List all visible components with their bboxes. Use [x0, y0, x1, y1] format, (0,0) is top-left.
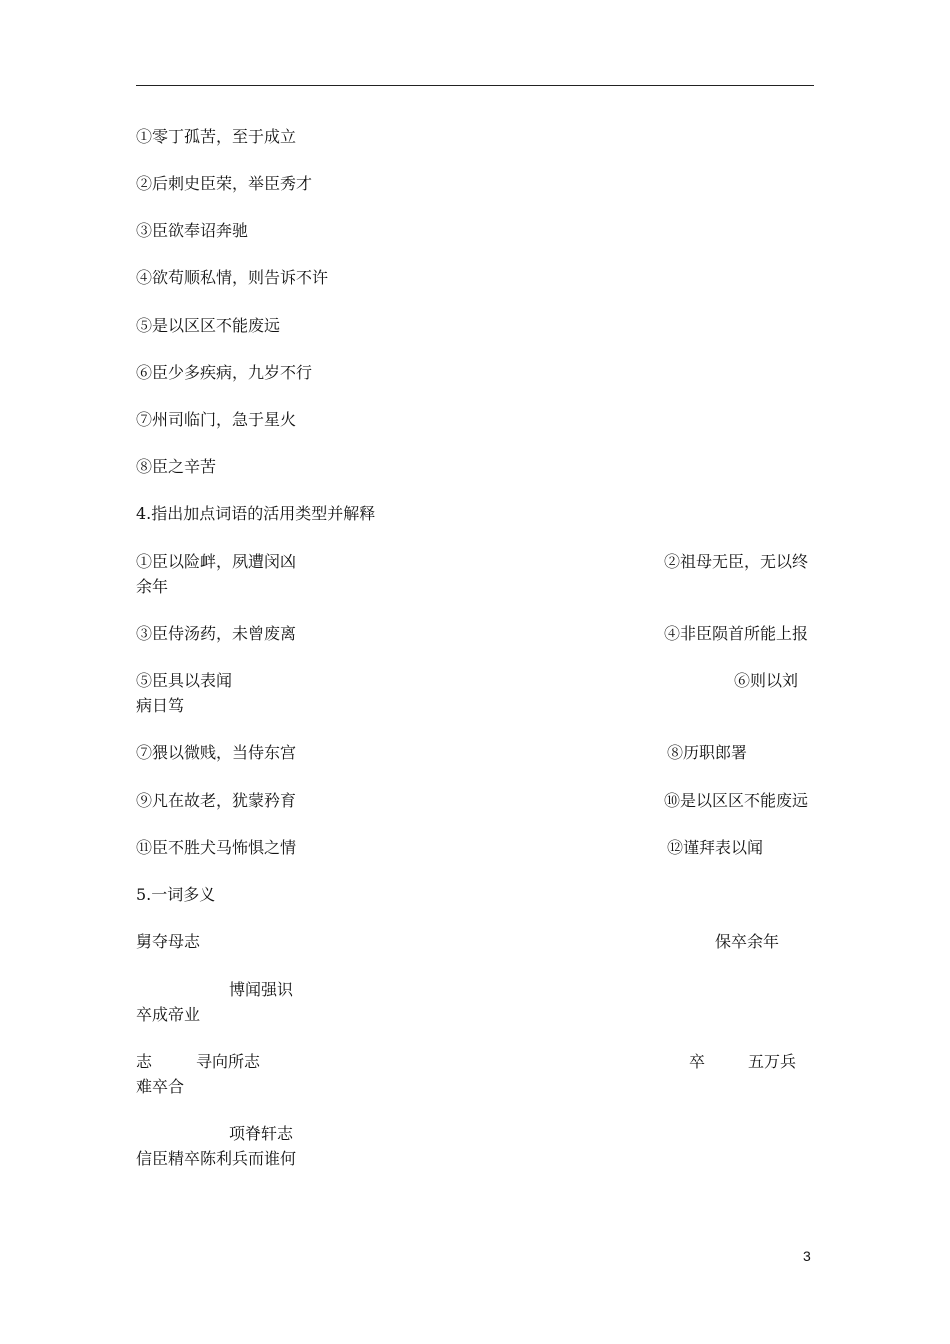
item-5-3: 博闻强识 [229, 980, 294, 999]
item-5-10: 项脊轩志 [229, 1124, 294, 1143]
item-5-11: 信臣精卒陈利兵而谁何 [136, 1149, 297, 1168]
item-3-4: ④欲苟顺私情，则告诉不许 [136, 268, 329, 287]
item-5-9: 难卒合 [136, 1077, 185, 1096]
item-3-3: ③臣欲奉诏奔驰 [136, 221, 249, 240]
item-5-1: 舅夺母志 [136, 932, 201, 951]
item-3-1: ①零丁孤苦，至于成立 [136, 127, 297, 146]
item-5-7: 卒 [689, 1052, 706, 1071]
item-4-9: ⑨凡在故老，犹蒙矜育 [136, 791, 297, 810]
item-4-8: ⑧历职郎署 [667, 743, 748, 762]
page-number: 3 [803, 1248, 811, 1264]
section-4-heading: 4.指出加点词语的活用类型并解释 [136, 504, 376, 523]
item-3-8: ⑧臣之辛苦 [136, 457, 217, 476]
item-4-5: ⑤臣具以表闻 [136, 671, 233, 690]
item-4-7: ⑦猥以微贱，当侍东宫 [136, 743, 297, 762]
item-3-6: ⑥臣少多疾病，九岁不行 [136, 363, 313, 382]
item-4-12: ⑫谨拜表以闻 [667, 838, 764, 857]
item-4-2-cont: 余年 [136, 577, 169, 596]
item-5-2: 保卒余年 [715, 932, 780, 951]
item-4-10: ⑩是以区区不能废远 [664, 791, 809, 810]
item-4-6: ⑥则以刘 [734, 671, 799, 690]
item-5-4: 卒成帝业 [136, 1005, 201, 1024]
item-4-1: ①臣以险衅，夙遭闵凶 [136, 552, 297, 571]
item-3-5: ⑤是以区区不能废远 [136, 316, 281, 335]
item-4-2: ②祖母无臣，无以终 [664, 552, 809, 571]
item-3-7: ⑦州司临门，急于星火 [136, 410, 297, 429]
item-4-11: ⑪臣不胜犬马怖惧之情 [136, 838, 297, 857]
item-4-3: ③臣侍汤药，未曾废离 [136, 624, 297, 643]
item-3-2: ②后刺史臣荣，举臣秀才 [136, 174, 313, 193]
item-5-8: 五万兵 [748, 1052, 797, 1071]
item-5-5: 志 [136, 1052, 153, 1071]
item-5-6: 寻向所志 [196, 1052, 261, 1071]
item-4-4: ④非臣陨首所能上报 [664, 624, 809, 643]
section-5-heading: 5.一词多义 [136, 885, 216, 904]
item-4-6-cont: 病日笃 [136, 696, 185, 715]
header-rule [136, 85, 814, 86]
